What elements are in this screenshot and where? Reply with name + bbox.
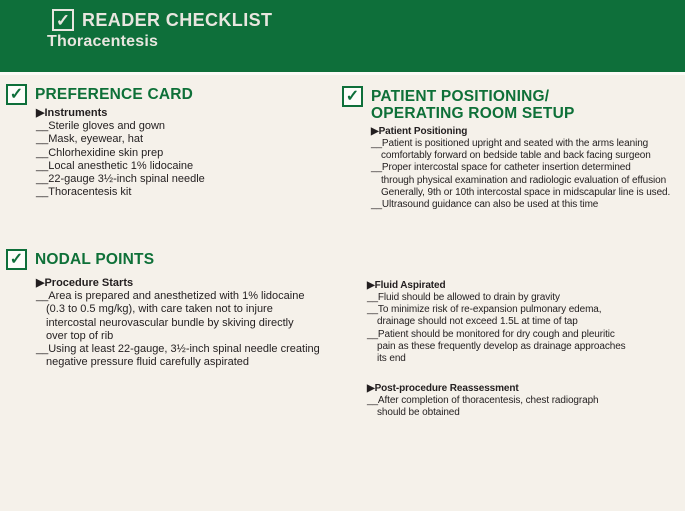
checklist-line: its end	[377, 352, 406, 364]
page-title: READER CHECKLIST	[82, 9, 273, 30]
checklist-line: __Patient is positioned upright and seated with the arms leaning	[371, 138, 649, 150]
checkbox-icon	[342, 86, 363, 107]
checkmark-glyph: ✓	[345, 87, 360, 105]
checklist-line: (0.3 to 0.5 mg/kg), with care taken not to injure	[46, 303, 273, 316]
checklist-line: negative pressure fluid carefully aspirated	[46, 356, 250, 369]
checklist-line: __Area is prepared and anesthetized with 1% lidocaine	[36, 290, 305, 303]
checklist-line: __After completion of thoracentesis, chest radiograph	[367, 395, 599, 407]
page-subtitle: Thoracentesis	[47, 33, 159, 50]
checkbox-icon	[6, 84, 27, 105]
checkmark-glyph: ✓	[9, 250, 24, 268]
section-title-nodal-points: NODAL POINTS	[35, 251, 155, 268]
checklist-subheading: ▶Patient Positioning	[371, 126, 468, 137]
checklist-line: through physical examination and radiologic evaluation of effusion	[381, 174, 667, 186]
checklist-line: over top of rib	[46, 329, 114, 342]
checklist-subheading: ▶Post-procedure Reassessment	[367, 383, 519, 394]
checklist-subheading: ▶Instruments	[36, 107, 108, 119]
checklist-line: __Mask, eyewear, hat	[36, 133, 144, 146]
checklist-line: __Using at least 22-gauge, 3½-inch spinal needle creating	[36, 343, 320, 356]
section-patient-positioning	[342, 86, 575, 122]
checklist-line: pain as these frequently develop as drainage approaches	[377, 340, 626, 352]
checkbox-icon	[52, 9, 74, 31]
checklist-subheading: ▶Procedure Starts	[36, 277, 134, 289]
section-title-preference-card: PREFERENCE CARD	[35, 86, 194, 103]
preference-card-list	[36, 107, 205, 199]
checklist-line: Generally, 9th or 10th intercostal space in midscapular line is used.	[381, 186, 671, 198]
checklist-line: __Local anesthetic 1% lidocaine	[36, 159, 194, 172]
checklist-line: __To minimize risk of re-expansion pulmonary edema,	[367, 304, 602, 316]
checklist-line: __Thoracentesis kit	[36, 186, 132, 199]
checklist-subheading: ▶Fluid Aspirated	[367, 280, 446, 291]
header-title-row	[52, 9, 272, 31]
checklist-line: intercostal neurovascular bundle by skiving directly	[46, 316, 294, 329]
checklist-line: __Chlorhexidine skin prep	[36, 146, 164, 159]
header-bar	[0, 0, 685, 75]
checklist-line: drainage should not exceed 1.5L at time of tap	[377, 316, 578, 328]
section-preference-card	[6, 84, 193, 105]
nodal-points-list	[36, 277, 320, 369]
checklist-line: __Sterile gloves and gown	[36, 120, 166, 133]
section-nodal-points	[6, 249, 154, 270]
checklist-line: __Ultrasound guidance can also be used at this time	[371, 198, 599, 210]
section-title-line-2: OPERATING ROOM SETUP	[371, 104, 575, 122]
checklist-line: __Proper intercostal space for catheter insertion determined	[371, 162, 631, 174]
checklist-line: __Fluid should be allowed to drain by gravity	[367, 292, 560, 304]
section-title-line-1: PATIENT POSITIONING/	[371, 88, 550, 105]
checkbox-icon	[6, 249, 27, 270]
checklist-line: should be obtained	[377, 407, 460, 419]
patient-positioning-list	[371, 126, 670, 211]
fluid-aspirated-list	[367, 280, 626, 365]
checklist-line: comfortably forward on bedside table and back facing surgeon	[381, 150, 651, 162]
checklist-line: __22-gauge 3½-inch spinal needle	[36, 173, 205, 186]
checkmark-glyph: ✓	[9, 85, 24, 103]
checklist-line: __Patient should be monitored for dry cough and pleuritic	[367, 328, 615, 340]
post-procedure-list	[367, 383, 599, 419]
section-title-patient-positioning	[371, 89, 575, 122]
checkmark-glyph: ✓	[55, 10, 71, 30]
